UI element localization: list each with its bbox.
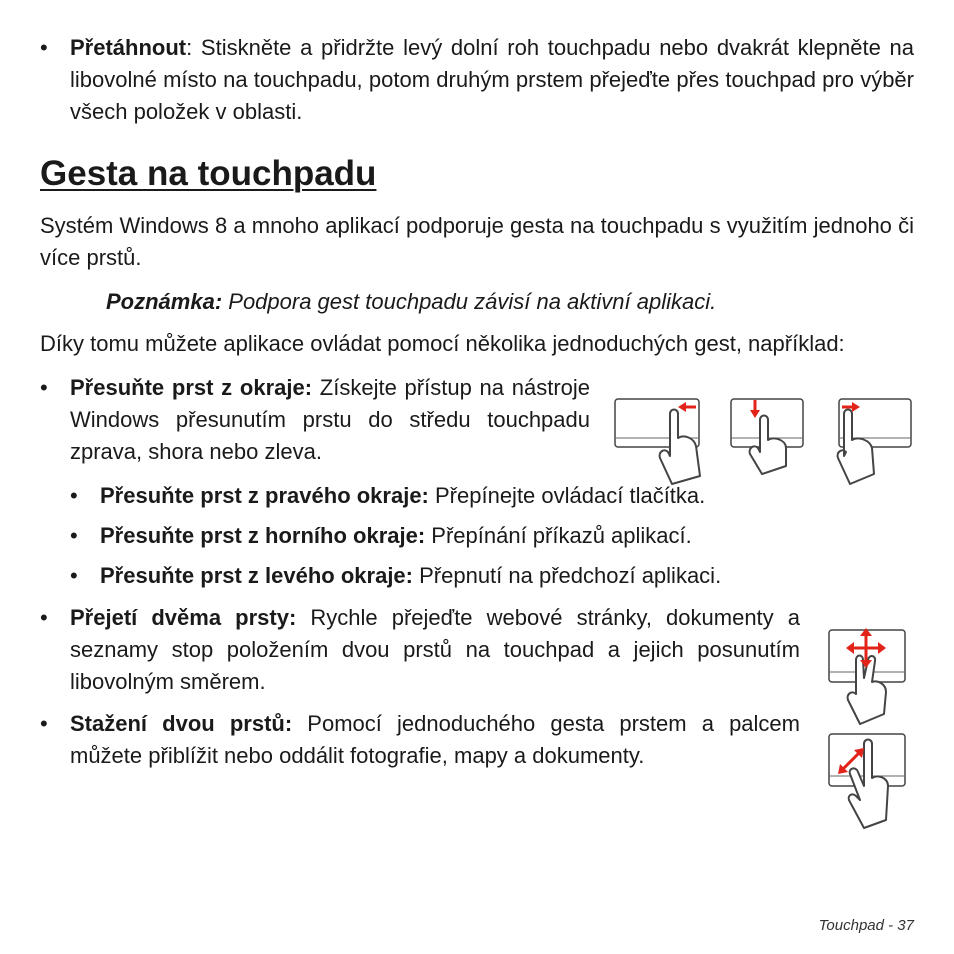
sub-item-term: Přesuňte prst z pravého okraje:: [100, 483, 429, 508]
sub-item-term: Přesuňte prst z horního okraje:: [100, 523, 426, 548]
sub-item-left: [40, 560, 914, 592]
swipe-top-edge-icon: [728, 396, 808, 476]
drag-bullet: [40, 32, 914, 128]
bullet-dot: •: [40, 711, 48, 736]
two-finger-term: Přejetí dvěma prsty:: [70, 605, 297, 630]
bullet-dot: •: [40, 375, 48, 400]
edge-sub-list: [40, 480, 914, 592]
edge-swipe-term: Přesuňte prst z okraje:: [70, 375, 313, 400]
bullet-dot: •: [40, 35, 48, 60]
bullet-dot: •: [70, 563, 78, 588]
edge-swipe-bullet: [40, 372, 590, 468]
pinch-text: Pomocí jednoduchého gesta prstem a palcem můžete přiblížit nebo oddálit fotografie, mapy a dokumenty.: [70, 711, 800, 768]
two-finger-text: Rychle přejeďte webové stránky, dokumenty a seznamy stop položením dvou prstů na touchpad a jejich posunutím libovolným směrem.: [70, 605, 801, 694]
swipe-right-edge-icon: [612, 396, 704, 488]
two-finger-bullet: [40, 602, 800, 698]
section-heading: Gesta na touchpadu: [40, 154, 377, 193]
note: [106, 286, 914, 318]
pinch-bullet: [40, 708, 800, 772]
swipe-left-edge-icon: [836, 396, 916, 488]
edge-swipe-text: Získejte přístup na nástroje Windows přesunutím prstu do středu touchpadu zprava, shora nebo zleva.: [70, 375, 591, 464]
pinch-zoom-icon: [826, 730, 910, 830]
note-text: Podpora gest touchpadu závisí na aktivní aplikaci.: [222, 289, 717, 314]
bullet-dot: •: [70, 523, 78, 548]
two-finger-scroll-icon: [826, 624, 910, 728]
sub-item-text: Přepnutí na předchozí aplikaci.: [413, 563, 722, 588]
sub-item-top: [40, 520, 914, 552]
page-footer: Touchpad - 37: [818, 917, 914, 934]
drag-text: : Stiskněte a přidržte levý dolní roh touchpadu nebo dvakrát klepněte na libovolné místo na touchpadu, potom druhým prstem přejeďte přes touchpad pro výběr všech položek v oblasti.: [70, 35, 914, 124]
pinch-term: Stažení dvou prstů:: [70, 711, 293, 736]
sub-item-text: Přepínejte ovládací tlačítka.: [428, 483, 706, 508]
sub-item-text: Přepínání příkazů aplikací.: [425, 523, 692, 548]
sub-item-term: Přesuňte prst z levého okraje:: [100, 563, 413, 588]
drag-term: Přetáhnout: [70, 35, 187, 60]
bullet-dot: •: [70, 483, 78, 508]
intro-paragraph-2: Díky tomu můžete aplikace ovládat pomocí několika jednoduchých gest, například:: [40, 331, 845, 356]
sub-item-right: [40, 480, 914, 512]
note-label: Poznámka:: [106, 289, 223, 314]
intro-paragraph: Systém Windows 8 a mnoho aplikací podporuje gesta na touchpadu s využitím jednoho či více prstů.: [40, 213, 914, 270]
bullet-dot: •: [40, 605, 48, 630]
